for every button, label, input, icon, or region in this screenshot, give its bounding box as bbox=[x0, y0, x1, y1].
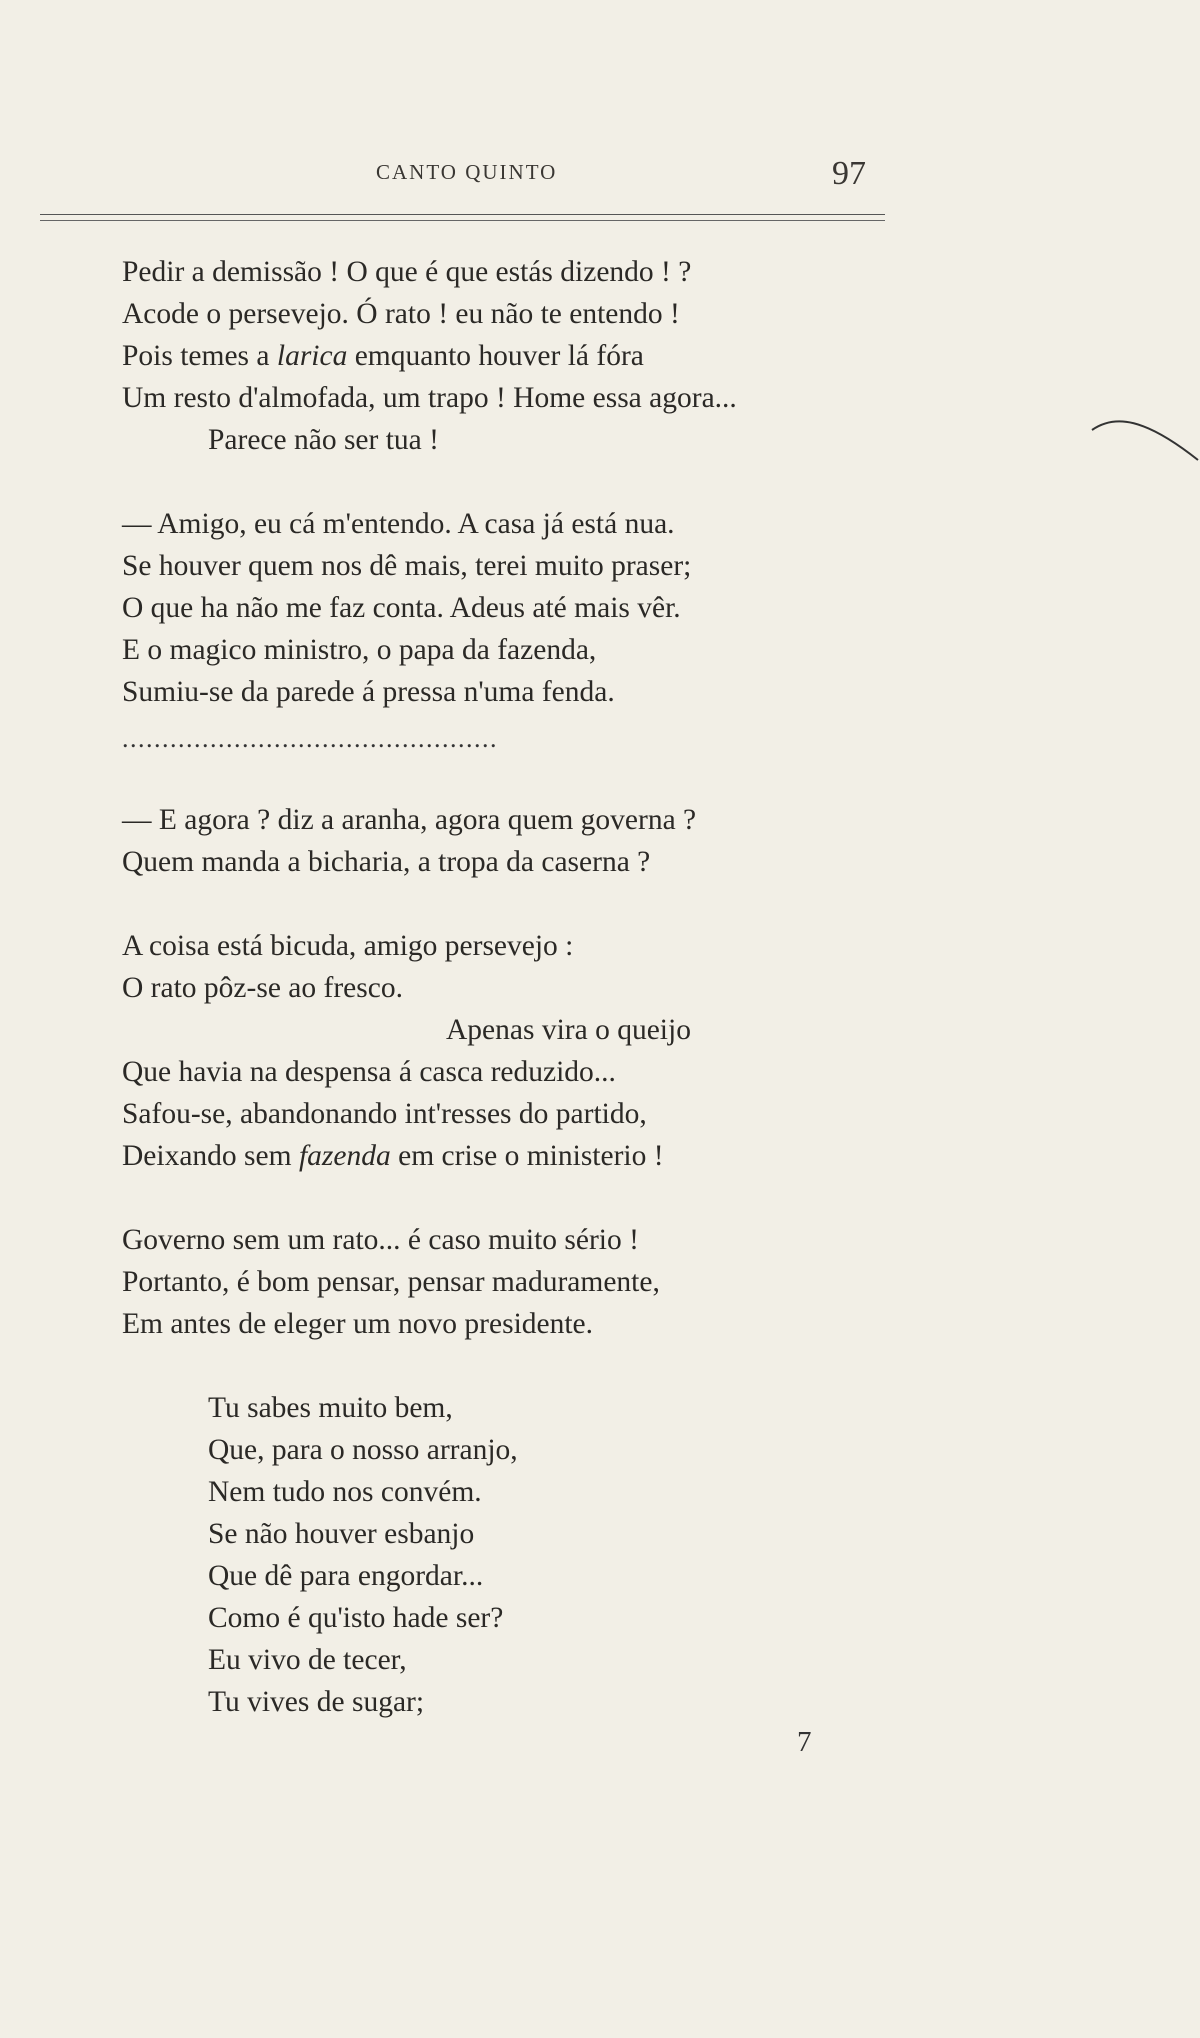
verse-line: O que ha não me faz conta. Adeus até mais vêr. bbox=[122, 592, 681, 624]
verse-line: Parece não ser tua ! bbox=[208, 424, 439, 456]
verse-line: Que dê para engordar... bbox=[208, 1560, 484, 1592]
verse-line: Que, para o nosso arranjo, bbox=[208, 1434, 518, 1466]
verse-line: Safou-se, abandonando int'resses do partido, bbox=[122, 1098, 647, 1130]
verse-line: Que havia na despensa á casca reduzido... bbox=[122, 1056, 616, 1088]
verse-line: Sumiu-se da parede á pressa n'uma fenda. bbox=[122, 676, 615, 708]
verse-line: A coisa está bicuda, amigo persevejo : bbox=[122, 930, 574, 962]
verse-line: Pois temes a larica emquanto houver lá fóra bbox=[122, 340, 644, 372]
verse-line: Em antes de eleger um novo presidente. bbox=[122, 1308, 594, 1340]
verse-line: Como é qu'isto hade ser? bbox=[208, 1602, 504, 1634]
ellipsis-row: ............................................... bbox=[122, 724, 498, 753]
running-head: CANTO QUINTO bbox=[376, 160, 558, 184]
page-number: 97 bbox=[832, 155, 866, 192]
verse-line: Quem manda a bicharia, a tropa da caserna ? bbox=[122, 846, 651, 878]
verse-line: Apenas vira o queijo bbox=[446, 1014, 691, 1046]
pencil-mark-icon bbox=[1090, 410, 1200, 470]
signature-mark: 7 bbox=[797, 1726, 812, 1758]
verse-line: Tu sabes muito bem, bbox=[208, 1392, 453, 1424]
verse-line: Acode o persevejo. Ó rato ! eu não te entendo ! bbox=[122, 298, 680, 330]
double-rule-top bbox=[40, 214, 885, 215]
italic-word: fazenda bbox=[298, 1140, 391, 1172]
verse-line: Portanto, é bom pensar, pensar maduramente, bbox=[122, 1266, 660, 1298]
verse-line: O rato pôz-se ao fresco. bbox=[122, 972, 403, 1004]
verse-line: Se não houver esbanjo bbox=[208, 1518, 475, 1550]
verse-line: Pedir a demissão ! O que é que estás dizendo ! ? bbox=[122, 256, 692, 288]
verse-line: — Amigo, eu cá m'entendo. A casa já está nua. bbox=[122, 508, 675, 540]
verse-line: — E agora ? diz a aranha, agora quem governa ? bbox=[122, 804, 697, 836]
verse-line: Tu vives de sugar; bbox=[208, 1686, 425, 1718]
verse-line: E o magico ministro, o papa da fazenda, bbox=[122, 634, 597, 666]
double-rule-bottom bbox=[40, 220, 885, 221]
verse-line: Nem tudo nos convém. bbox=[208, 1476, 482, 1508]
verse-line: Governo sem um rato... é caso muito sério ! bbox=[122, 1224, 639, 1256]
verse-line: Se houver quem nos dê mais, terei muito praser; bbox=[122, 550, 692, 582]
verse-line: Eu vivo de tecer, bbox=[208, 1644, 407, 1676]
italic-word: larica bbox=[276, 340, 348, 372]
verse-line: Um resto d'almofada, um trapo ! Home essa agora... bbox=[122, 382, 737, 414]
verse-line: Deixando sem fazenda em crise o ministerio ! bbox=[122, 1140, 664, 1172]
